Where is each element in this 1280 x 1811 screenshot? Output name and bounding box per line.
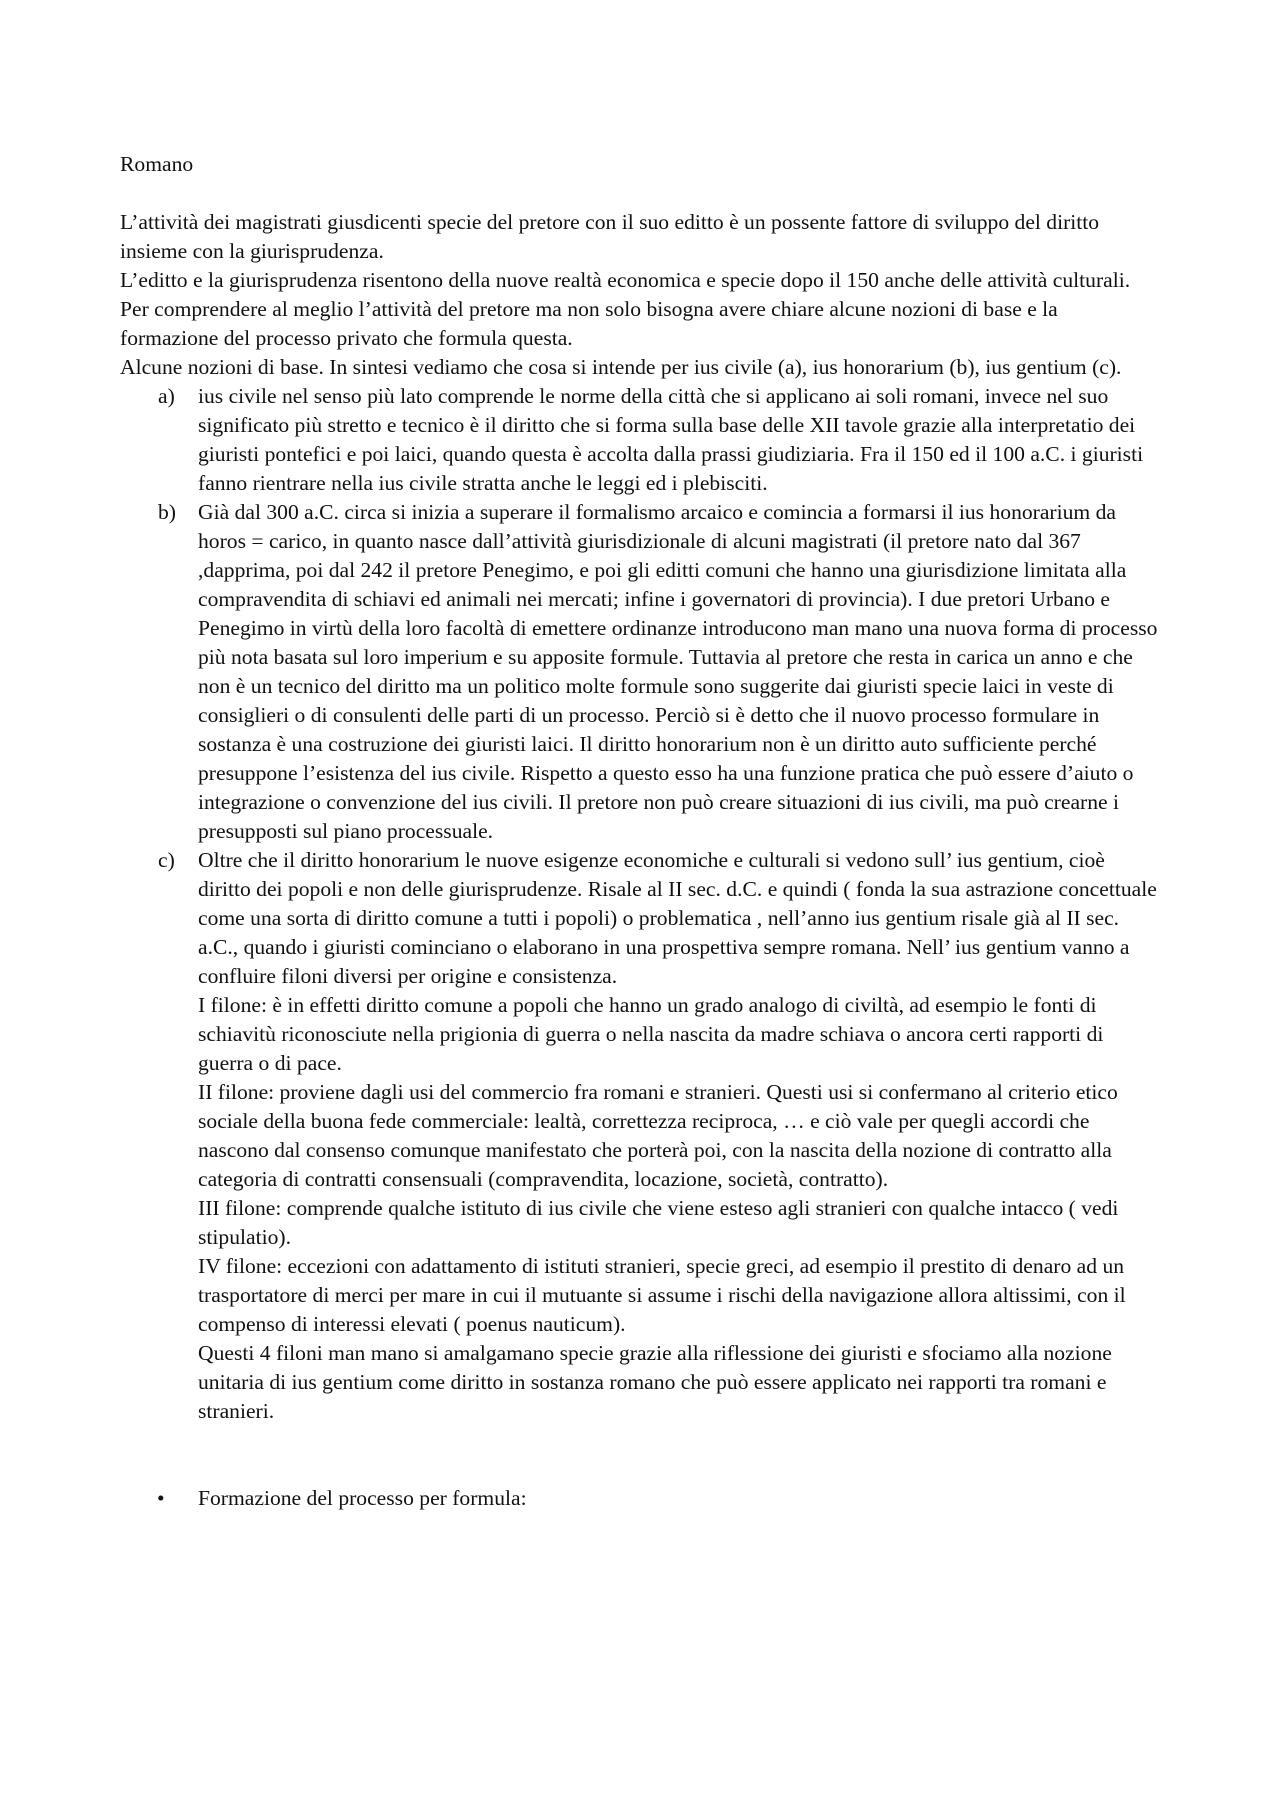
bullet-item xyxy=(120,1484,1160,1513)
list-marker-a: a) xyxy=(158,384,175,408)
document-page xyxy=(120,150,1160,1513)
list-item-c-filone-4: IV filone: eccezioni con adattamento di istituti stranieri, specie greci, ad esempio il prestito di denaro ad un trasportatore di merci per mare in cui il mutuante si assume i rischi della navigazione allora altissimi, con il compenso di interessi elevati ( poenus nauticum). xyxy=(198,1254,1126,1336)
intro-paragraph-3: Alcune nozioni di base. In sintesi vediamo che cosa si intende per ius civile (a), ius honorarium (b), ius gentium (c). xyxy=(120,355,1122,379)
bullet-text: Formazione del processo per formula: xyxy=(198,1486,527,1510)
intro-paragraph-2: L’editto e la giurisprudenza risentono della nuove realtà economica e specie dopo il 150 anche delle attività culturali. Per comprendere al meglio l’attività del pretore ma non solo bisogna avere chiare alcune nozioni di base e la formazione del processo privato che formula questa. xyxy=(120,268,1131,350)
list-item-c xyxy=(120,846,1160,1426)
document-title: Romano xyxy=(120,152,194,176)
list-item-b xyxy=(120,498,1160,846)
list-item-b-text: Già dal 300 a.C. circa si inizia a superare il formalismo arcaico e comincia a formarsi il ius honorarium da horos = carico, in quanto nasce dall’attività giurisdizionale di alcuni magistrati (il pretore nato dal 367 ,dapprima, poi dal 242 il pretore Penegimo, e poi gli editti comuni che hanno una giurisdizione limitata alla compravendita di schiavi ed animali nei mercati; infine i governatori di provincia). I due pretori Urbano e Penegimo in virtù della loro facoltà di emettere ordinanze introducono man mano una nuova forma di processo più nota basata sul loro imperium e su apposite formule. Tuttavia al pretore che resta in carica un anno e che non è un tecnico del diritto ma un politico molte formule sono suggerite dai giuristi specie laici in veste di consiglieri o di consulenti delle parti di un processo. Perciò si è detto che il nuovo processo formulare in sostanza è una costruzione dei giuristi laici. Il diritto honorarium non è un diritto auto sufficiente perché presuppone l’esistenza del ius civile. Rispetto a questo esso ha una funzione pratica che può essere d’aiuto o integrazione o convenzione del ius civili. Il pretore non può creare situazioni di ius civili, ma può crearne i presupposti sul piano processuale. xyxy=(198,500,1158,843)
definitions-list xyxy=(120,382,1160,1426)
list-marker-c: c) xyxy=(158,848,175,872)
list-item-c-filone-3: III filone: comprende qualche istituto di ius civile che viene esteso agli stranieri con qualche intacco ( vedi stipulatio). xyxy=(198,1196,1119,1249)
list-item-c-filone-1: I filone: è in effetti diritto comune a popoli che hanno un grado analogo di civiltà, ad esempio le fonti di schiavitù riconosciute nella prigionia di guerra o nella nascita da madre schiava o ancora certi rapporti di guerra o di pace. xyxy=(198,993,1104,1075)
list-marker-b: b) xyxy=(158,500,176,524)
bullet-marker: • xyxy=(157,1486,165,1510)
list-item-a-text: ius civile nel senso più lato comprende le norme della città che si applicano ai soli romani, invece nel suo significato più stretto e tecnico è il diritto che si forma sulla base delle XII tavole grazie alla interpretatio dei giuristi pontefici e poi laici, quando questa è accolta dalla prassi giudiziaria. Fra il 150 ed il 100 a.C. i giuristi fanno rientrare nella ius civile stratta anche le leggi ed i plebisciti. xyxy=(198,384,1144,495)
list-item-a xyxy=(120,382,1160,498)
list-item-c-conclusion: Questi 4 filoni man mano si amalgamano specie grazie alla riflessione dei giuristi e sfociamo alla nozione unitaria di ius gentium come diritto in sostanza romano che può essere applicato nei rapporti tra romani e stranieri. xyxy=(198,1341,1112,1423)
intro-paragraph-1: L’attività dei magistrati giusdicenti specie del pretore con il suo editto è un possente fattore di sviluppo del diritto insieme con la giurisprudenza. xyxy=(120,210,1100,263)
list-item-c-text-1: Oltre che il diritto honorarium le nuove esigenze economiche e culturali si vedono sull’ ius gentium, cioè diritto dei popoli e non delle giurisprudenze. Risale al II sec. d.C. e quindi ( fonda la sua astrazione concettuale come una sorta di diritto comune a tutti i popoli) o problematica , nell’anno ius gentium risale già al II sec. a.C., quando i giuristi cominciano o elaborano in una prospettiva sempre romana. Nell’ ius gentium vanno a confluire filoni diversi per origine e consistenza. xyxy=(198,848,1157,988)
list-item-c-filone-2: II filone: proviene dagli usi del commercio fra romani e stranieri. Questi usi si confermano al criterio etico sociale della buona fede commerciale: lealtà, correttezza reciproca, … e ciò vale per quegli accordi che nascono dal consenso comunque manifestato che porterà poi, con la nascita della nozione di contratto alla categoria di contratti consensuali (compravendita, locazione, società, contratto). xyxy=(198,1080,1118,1191)
